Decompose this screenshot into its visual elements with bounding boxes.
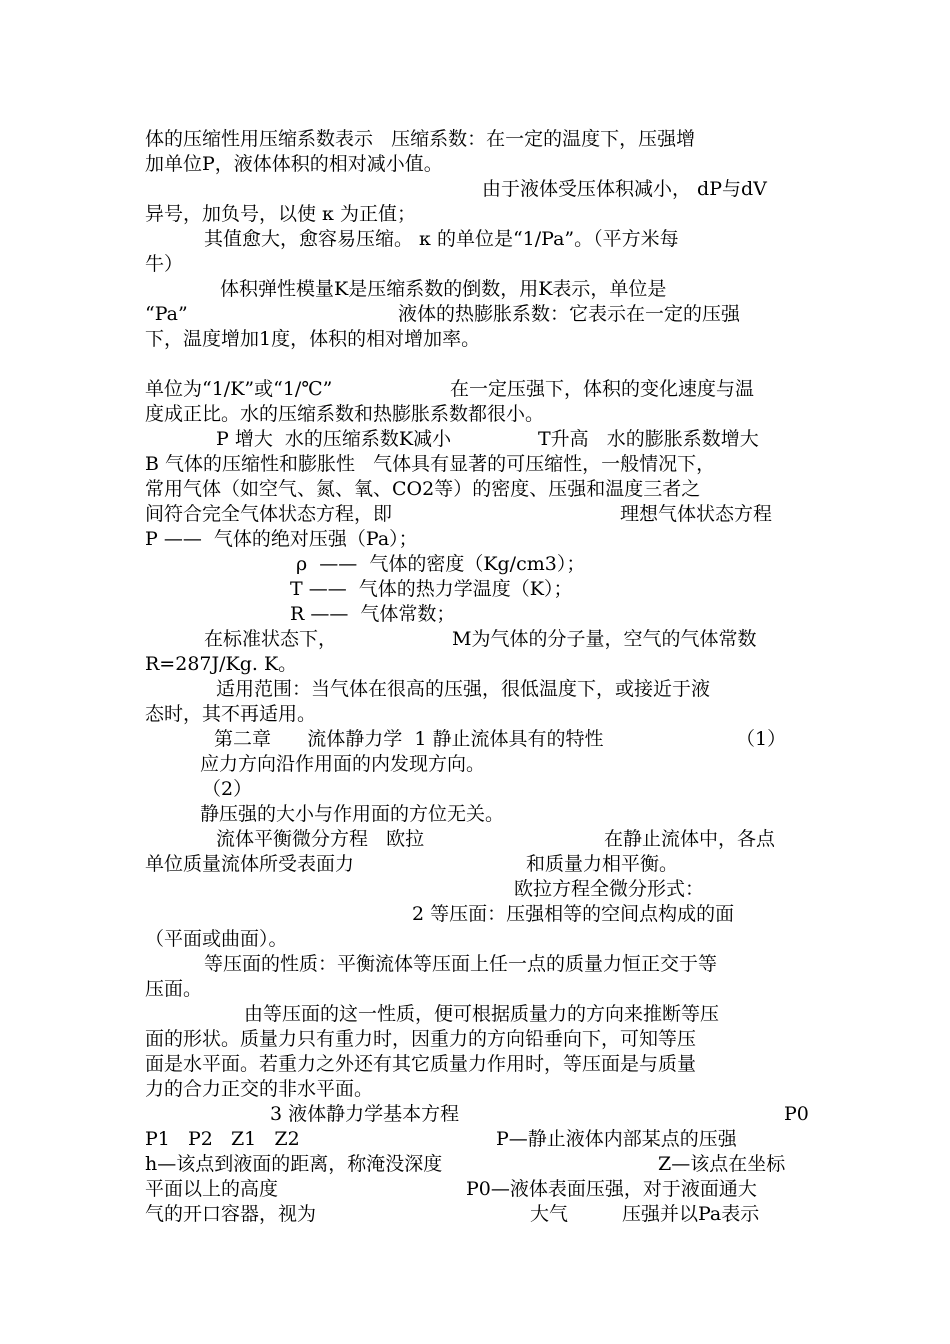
text-line: 异号，加负号，以使 κ 为正值； [145, 203, 416, 225]
text-line: 等压面的性质：平衡流体等压面上任一点的质量力恒正交于等 [204, 953, 718, 975]
text-line: h—该点到液面的距离，称淹没深度 [145, 1153, 443, 1175]
text-line: 由等压面的这一性质，便可根据质量力的方向来推断等压 [244, 1003, 720, 1025]
text-line: 其值愈大，愈容易压缩。 κ 的单位是“1/Pa”。（平方米每 [204, 228, 679, 250]
text-line: 气的开口容器，视为 [145, 1203, 317, 1225]
text-line: P1 P2 Z1 Z2 [145, 1128, 300, 1150]
text-line: P 增大 水的压缩系数K减小 [216, 428, 452, 450]
text-line: （平面或曲面）。 [145, 928, 288, 950]
text-line: B 气体的压缩性和膨胀性 气体具有显著的可压缩性，一般情况下， [145, 453, 716, 475]
text-line: T —— 气体的热力学温度（K）； [290, 578, 573, 600]
text-line: 面的形状。质量力只有重力时，因重力的方向铅垂向下，可知等压 [145, 1028, 697, 1050]
text-line: 压强并以Pa表示 [622, 1203, 760, 1225]
text-line: 在静止流体中，各点 [604, 828, 776, 850]
text-line: ρ —— 气体的密度（Kg/cm3）； [296, 553, 586, 575]
text-line: 单位为“1/K”或“1/℃” [145, 378, 333, 400]
text-line: 大气 [530, 1203, 569, 1225]
text-line: 态时，其不再适用。 [145, 703, 317, 725]
text-line: 第二章 流体静力学 1 静止流体具有的特性 [214, 728, 604, 750]
text-line: P—静止液体内部某点的压强 [496, 1128, 737, 1150]
text-line: 度成正比。水的压缩系数和热膨胀系数都很小。 [145, 403, 545, 425]
text-line: 由于液体受压体积减小， dP与dV [482, 178, 767, 200]
text-line: 常用气体（如空气、氮、氧、CO2等）的密度、压强和温度三者之 [145, 478, 701, 500]
text-line: 平面以上的高度 [145, 1178, 279, 1200]
text-line: 力的合力正交的非水平面。 [145, 1078, 374, 1100]
text-line: 和质量力相平衡。 [526, 853, 679, 875]
text-line: （2） [202, 778, 253, 800]
text-line: R —— 气体常数； [290, 603, 456, 625]
text-line: 3 液体静力学基本方程 [270, 1103, 460, 1125]
text-line: T升高 水的膨胀系数增大 [538, 428, 759, 450]
text-line: P —— 气体的绝对压强（Pa）； [145, 528, 418, 550]
text-line: R=287J/Kg. K。 [145, 653, 298, 675]
text-line: 在一定压强下，体积的变化速度与温 [450, 378, 755, 400]
text-line: “Pa” [145, 303, 188, 325]
text-line: 体的压缩性用压缩系数表示 压缩系数：在一定的温度下，压强增 [145, 128, 696, 150]
text-line: 欧拉方程全微分形式： [514, 878, 705, 900]
text-line: 静压强的大小与作用面的方位无关。 [200, 803, 505, 825]
text-line: 2 等压面：压强相等的空间点构成的面 [412, 903, 735, 925]
text-line: 适用范围：当气体在很高的压强，很低温度下，或接近于液 [216, 678, 711, 700]
text-line: 液体的热膨胀系数：它表示在一定的压强 [398, 303, 741, 325]
text-line: Z—该点在坐标 [658, 1153, 786, 1175]
text-line: 流体平衡微分方程 欧拉 [216, 828, 425, 850]
text-line: 加单位P，液体体积的相对减小值。 [145, 153, 443, 175]
text-line: M为气体的分子量，空气的气体常数 [452, 628, 757, 650]
text-line: 理想气体状态方程 [620, 503, 773, 525]
text-line: （1） [736, 728, 787, 750]
text-line: P0 [784, 1103, 809, 1125]
text-line: 压面。 [145, 978, 203, 1000]
text-line: P0—液体表面压强，对于液面通大 [466, 1178, 757, 1200]
text-line: 应力方向沿作用面的内发现方向。 [200, 753, 486, 775]
text-line: 单位质量流体所受表面力 [145, 853, 355, 875]
text-line: 面是水平面。若重力之外还有其它质量力作用时，等压面是与质量 [145, 1053, 697, 1075]
text-line: 牛） [145, 253, 184, 275]
text-line: 体积弹性模量K是压缩系数的倒数，用K表示，单位是 [220, 278, 667, 300]
text-line: 在标准状态下， [204, 628, 338, 650]
text-line: 下，温度增加1度，体积的相对增加率。 [145, 328, 481, 350]
text-line: 间符合完全气体状态方程，即 [145, 503, 393, 525]
